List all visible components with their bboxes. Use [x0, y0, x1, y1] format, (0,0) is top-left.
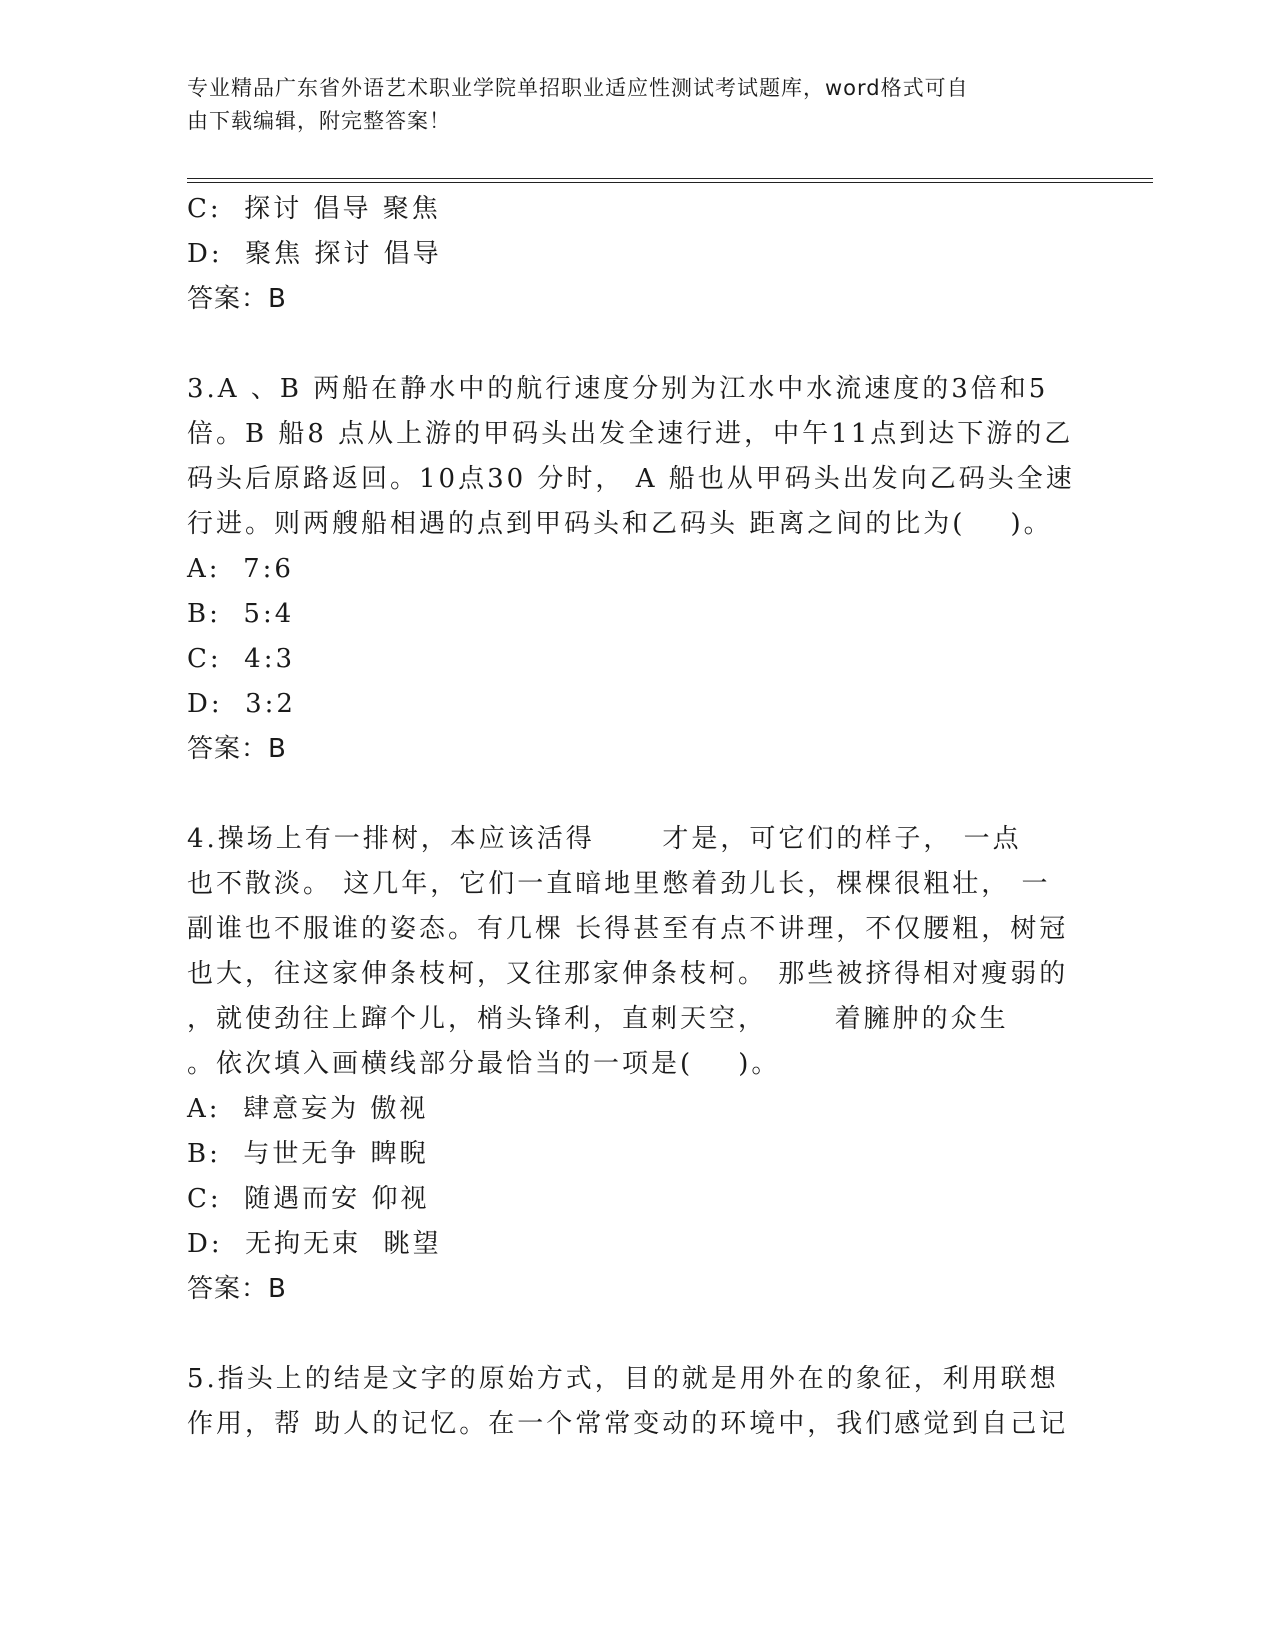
q4-option-d: D: 无拘无束 眺望 — [187, 1229, 442, 1259]
q4-stem-line-3: 副谁也不服谁的姿态。有几棵 长得甚至有点不讲理，不仅腰粗，树冠 — [187, 914, 1069, 944]
q4-stem-line-4: 也大，往这家伸条枝柯，又往那家伸条枝柯。 那些被挤得相对瘦弱的 — [187, 959, 1069, 989]
q3-stem-line-4: 行进。则两艘船相遇的点到甲码头和乙码头 距离之间的比为( )。 — [187, 509, 1053, 539]
q3-option-b: B: 5:4 — [187, 599, 295, 629]
q2-option-c: C: 探讨 倡导 聚焦 — [187, 194, 441, 224]
q4-option-a: A: 肆意妄为 傲视 — [187, 1094, 429, 1124]
header-line-1: 专业精品广东省外语艺术职业学院单招职业适应性测试考试题库，word格式可自 — [187, 76, 969, 100]
q4-stem-line-1: 4.操场上有一排树，本应该活得 才是，可它们的样子， 一点 — [187, 824, 1022, 854]
q5-stem-line-1: 5.指头上的结是文字的原始方式，目的就是用外在的象征，利用联想 — [187, 1364, 1059, 1394]
q2-answer: 答案：B — [187, 284, 287, 314]
q4-stem-line-2: 也不散淡。 这几年，它们一直暗地里憋着劲儿长，棵棵很粗壮， 一 — [187, 869, 1051, 899]
header-line-2: 由下载编辑，附完整答案！ — [187, 109, 451, 133]
q4-option-c: C: 随遇而安 仰视 — [187, 1184, 430, 1214]
q4-answer: 答案：B — [187, 1274, 287, 1304]
q3-answer: 答案：B — [187, 734, 287, 764]
q3-option-a: A: 7:6 — [187, 554, 294, 584]
page-header — [187, 72, 1067, 138]
q3-stem-line-2: 倍。B 船8 点从上游的甲码头出发全速行进，中午11点到达下游的乙 — [187, 419, 1074, 449]
header-rule-bottom — [187, 182, 1153, 183]
q4-stem-line-5: ，就使劲往上蹿个儿，梢头锋利，直刺天空， 着臃肿的众生 — [187, 1004, 1009, 1034]
q2-option-d: D: 聚焦 探讨 倡导 — [187, 239, 442, 269]
q4-option-b: B: 与世无争 睥睨 — [187, 1139, 429, 1169]
q3-option-c: C: 4:3 — [187, 644, 296, 674]
header-rule-top — [187, 178, 1153, 179]
q3-stem-line-1: 3.A 、B 两船在静水中的航行速度分别为江水中水流速度的3倍和5 — [187, 374, 1049, 404]
q4-stem-line-6: 。依次填入画横线部分最恰当的一项是( )。 — [187, 1049, 781, 1079]
q3-option-d: D: 3:2 — [187, 689, 296, 719]
q5-stem-line-2: 作用，帮 助人的记忆。在一个常常变动的环境中，我们感觉到自己记 — [187, 1409, 1069, 1439]
q3-stem-line-3: 码头后原路返回。10点30 分时， A 船也从甲码头出发向乙码头全速 — [187, 464, 1075, 494]
